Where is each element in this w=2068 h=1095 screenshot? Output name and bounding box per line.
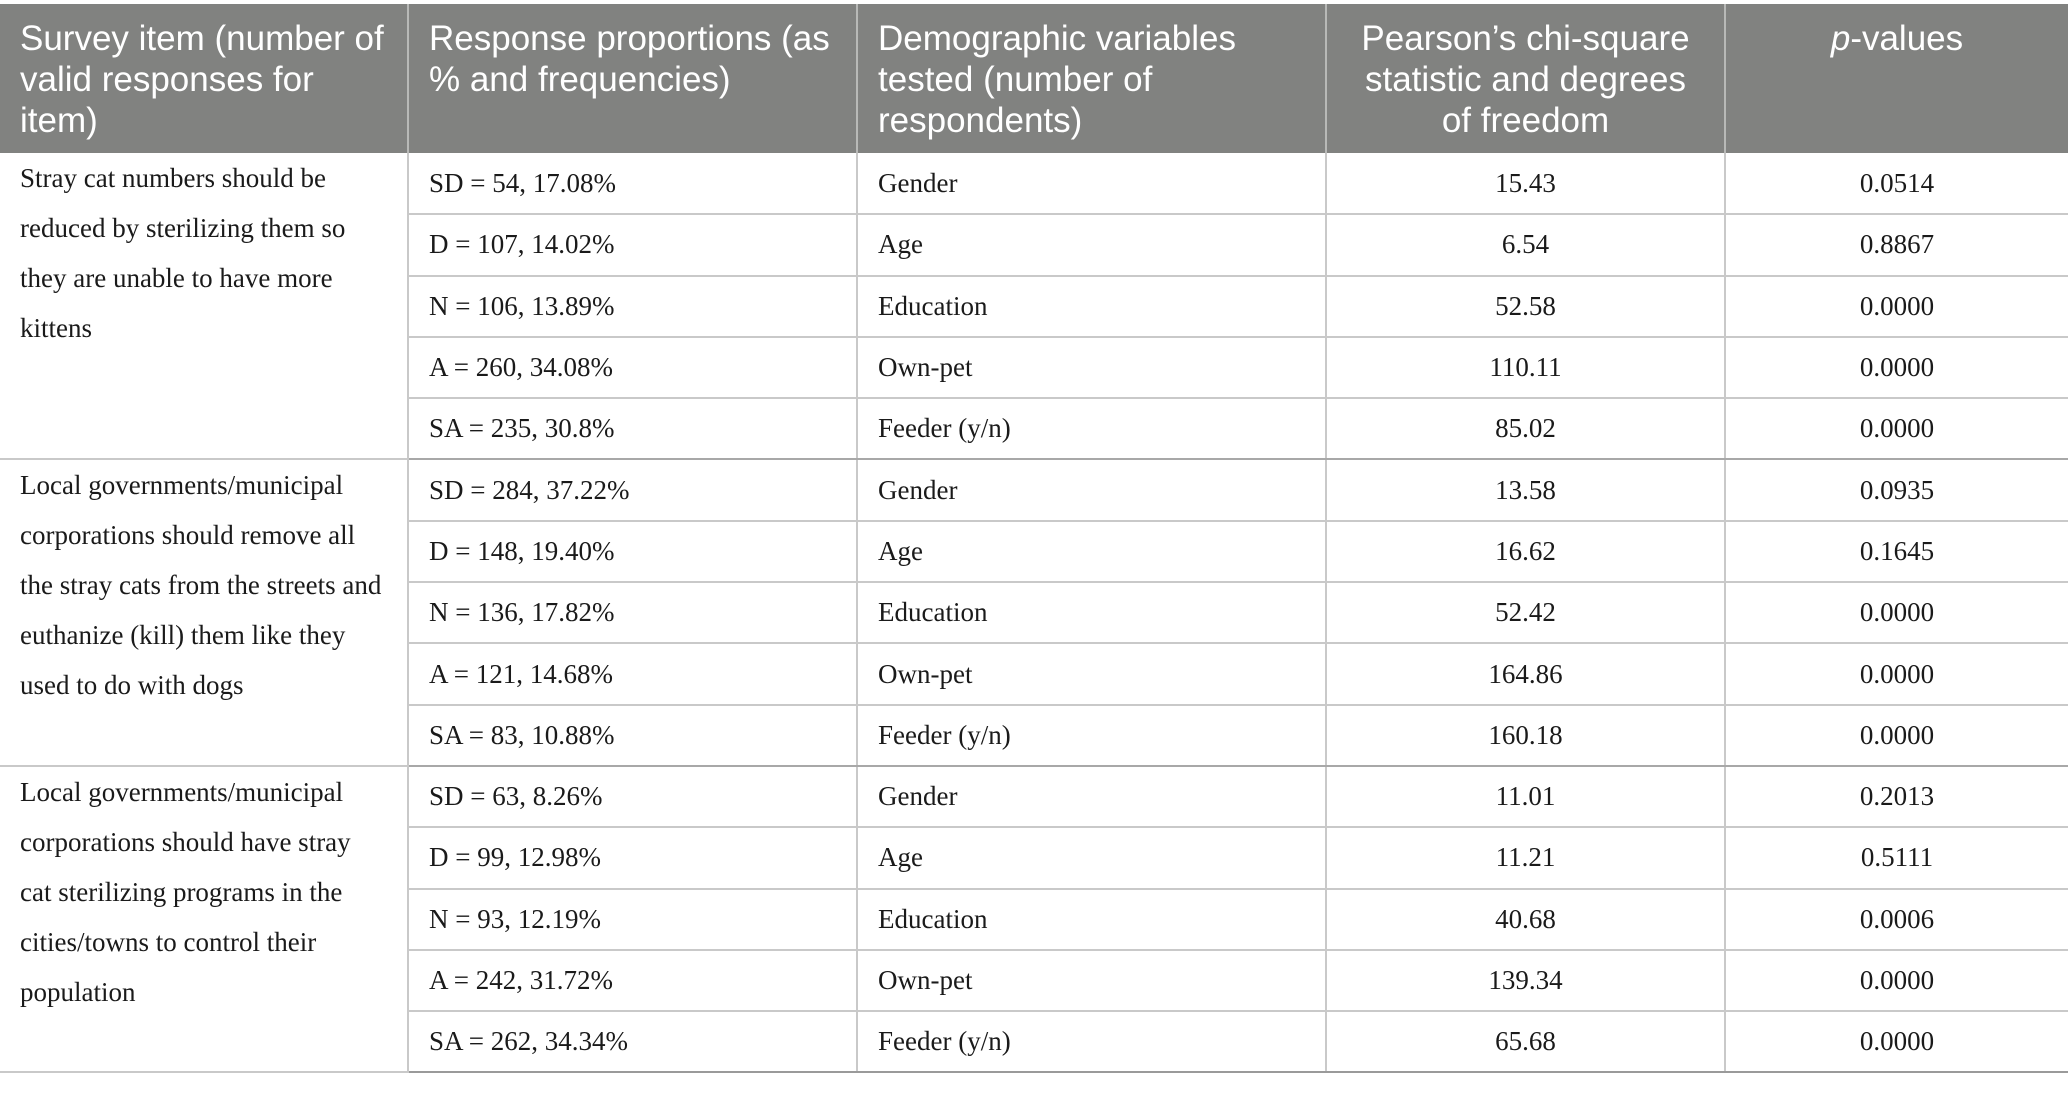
demographic-cell: Feeder (y/n) [857, 705, 1326, 766]
chi-square-cell: 160.18 [1326, 705, 1725, 766]
header-p-italic: p [1830, 19, 1851, 58]
table-row [0, 153, 2068, 214]
chi-square-cell: 6.54 [1326, 214, 1725, 275]
response-cell: D = 99, 12.98% [408, 827, 857, 888]
p-value-cell: 0.0006 [1725, 889, 2068, 950]
response-cell: N = 93, 12.19% [408, 889, 857, 950]
chi-square-cell: 11.01 [1326, 766, 1725, 827]
chi-square-cell: 85.02 [1326, 398, 1725, 459]
response-cell: SD = 63, 8.26% [408, 766, 857, 827]
p-value-cell: 0.0000 [1725, 705, 2068, 766]
chi-square-cell: 15.43 [1326, 153, 1725, 214]
survey-item-cell: Stray cat numbers should be reduced by sterilizing them so they are unable to have more kittens [0, 153, 408, 459]
p-value-cell: 0.0935 [1725, 459, 2068, 520]
table-row [0, 459, 2068, 520]
p-value-cell: 0.0000 [1725, 582, 2068, 643]
response-cell: N = 136, 17.82% [408, 582, 857, 643]
header-response-proportions: Response proportions (as % and frequencies) [408, 4, 857, 153]
p-value-cell: 0.1645 [1725, 521, 2068, 582]
header-survey-item: Survey item (number of valid responses for item) [0, 4, 408, 153]
chi-square-cell: 11.21 [1326, 827, 1725, 888]
table-row [0, 766, 2068, 827]
table-header [0, 4, 2068, 153]
survey-table [0, 4, 2068, 1073]
header-demographic-variables: Demographic variables tested (number of respondents) [857, 4, 1326, 153]
chi-square-cell: 164.86 [1326, 643, 1725, 704]
demographic-cell: Age [857, 827, 1326, 888]
p-value-cell: 0.0000 [1725, 398, 2068, 459]
response-cell: SD = 54, 17.08% [408, 153, 857, 214]
survey-item-cell: Local governments/municipal corporations should have stray cat sterilizing programs in the cities/towns to control their population [0, 766, 408, 1072]
demographic-cell: Own-pet [857, 643, 1326, 704]
header-p-suffix: -values [1850, 19, 1964, 58]
demographic-cell: Age [857, 214, 1326, 275]
chi-square-cell: 110.11 [1326, 337, 1725, 398]
demographic-cell: Gender [857, 459, 1326, 520]
header-chi-square: Pearson’s chi-square statistic and degrees of freedom [1326, 4, 1725, 153]
chi-square-cell: 65.68 [1326, 1011, 1725, 1072]
p-value-cell: 0.0000 [1725, 337, 2068, 398]
response-cell: A = 260, 34.08% [408, 337, 857, 398]
response-cell: A = 242, 31.72% [408, 950, 857, 1011]
response-cell: SD = 284, 37.22% [408, 459, 857, 520]
chi-square-cell: 16.62 [1326, 521, 1725, 582]
demographic-cell: Feeder (y/n) [857, 398, 1326, 459]
demographic-cell: Gender [857, 766, 1326, 827]
demographic-cell: Education [857, 889, 1326, 950]
demographic-cell: Own-pet [857, 337, 1326, 398]
response-cell: SA = 235, 30.8% [408, 398, 857, 459]
p-value-cell: 0.0000 [1725, 276, 2068, 337]
p-value-cell: 0.0000 [1725, 1011, 2068, 1072]
response-cell: SA = 83, 10.88% [408, 705, 857, 766]
response-cell: SA = 262, 34.34% [408, 1011, 857, 1072]
chi-square-cell: 52.58 [1326, 276, 1725, 337]
header-p-values [1725, 4, 2068, 153]
demographic-cell: Gender [857, 153, 1326, 214]
demographic-cell: Education [857, 276, 1326, 337]
chi-square-cell: 13.58 [1326, 459, 1725, 520]
p-value-cell: 0.2013 [1725, 766, 2068, 827]
response-cell: D = 107, 14.02% [408, 214, 857, 275]
p-value-cell: 0.0000 [1725, 643, 2068, 704]
response-cell: N = 106, 13.89% [408, 276, 857, 337]
demographic-cell: Age [857, 521, 1326, 582]
header-row [0, 4, 2068, 153]
p-value-cell: 0.8867 [1725, 214, 2068, 275]
chi-square-cell: 40.68 [1326, 889, 1725, 950]
p-value-cell: 0.5111 [1725, 827, 2068, 888]
p-value-cell: 0.0514 [1725, 153, 2068, 214]
demographic-cell: Education [857, 582, 1326, 643]
demographic-cell: Own-pet [857, 950, 1326, 1011]
response-cell: D = 148, 19.40% [408, 521, 857, 582]
p-value-cell: 0.0000 [1725, 950, 2068, 1011]
demographic-cell: Feeder (y/n) [857, 1011, 1326, 1072]
chi-square-cell: 52.42 [1326, 582, 1725, 643]
chi-square-cell: 139.34 [1326, 950, 1725, 1011]
table-body [0, 153, 2068, 1072]
survey-item-cell: Local governments/municipal corporations should remove all the stray cats from the streets and euthanize (kill) them like they used to do with dogs [0, 459, 408, 765]
response-cell: A = 121, 14.68% [408, 643, 857, 704]
